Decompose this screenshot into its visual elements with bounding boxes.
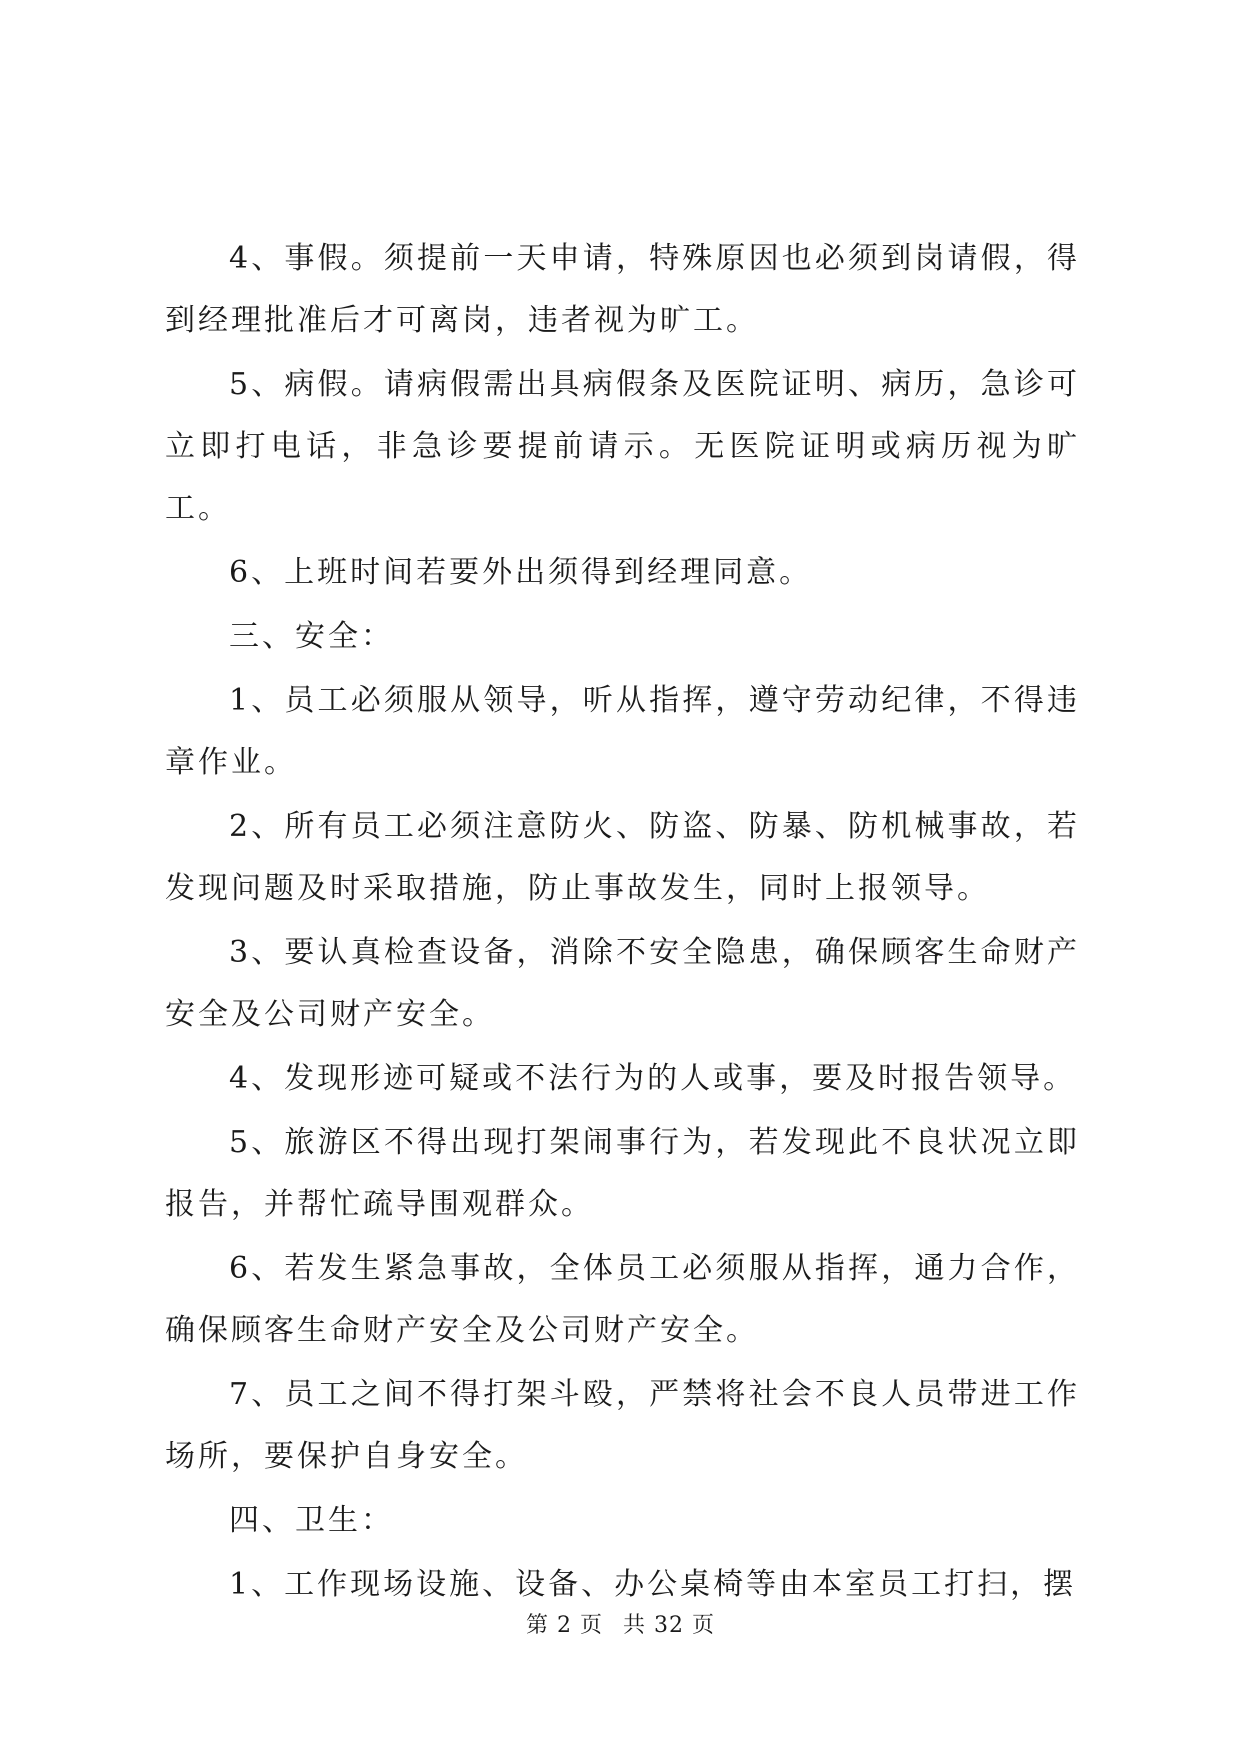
document-body	[165, 228, 1080, 1618]
page-number: 第 2 页	[526, 1613, 603, 1638]
section-heading-safety: 三、安全：	[229, 619, 394, 654]
paragraph-safety-5: 5、旅游区不得出现打架闹事行为，若发现此不良状况立即报告，并帮忙疏导围观群众。	[165, 1125, 1080, 1222]
page-footer	[0, 1608, 1241, 1639]
paragraph-safety-1: 1、员工必须服从领导，听从指挥，遵守劳动纪律，不得违章作业。	[165, 683, 1080, 780]
paragraph-leave-sick: 5、病假。请病假需出具病假条及医院证明、病历，急诊可立即打电话，非急诊要提前请示。无医院证明或病历视为旷工。	[165, 367, 1080, 526]
paragraph-going-out: 6、上班时间若要外出须得到经理同意。	[229, 555, 813, 590]
paragraph-safety-3: 3、要认真检查设备，消除不安全隐患，确保顾客生命财产安全及公司财产安全。	[165, 935, 1080, 1032]
paragraph-safety-2: 2、所有员工必须注意防火、防盗、防暴、防机械事故，若发现问题及时采取措施，防止事故发生，同时上报领导。	[165, 809, 1080, 906]
section-heading-hygiene: 四、卫生：	[229, 1503, 394, 1538]
paragraph-safety-7: 7、员工之间不得打架斗殴，严禁将社会不良人员带进工作场所，要保护自身安全。	[165, 1377, 1080, 1474]
paragraph-safety-4: 4、发现形迹可疑或不法行为的人或事，要及时报告领导。	[229, 1061, 1077, 1096]
paragraph-safety-6: 6、若发生紧急事故，全体员工必须服从指挥，通力合作，确保顾客生命财产安全及公司财产安全。	[165, 1251, 1080, 1348]
page-total: 共 32 页	[623, 1613, 715, 1638]
paragraph-leave-personal: 4、事假。须提前一天申请，特殊原因也必须到岗请假，得到经理批准后才可离岗，违者视为旷工。	[165, 241, 1080, 338]
paragraph-hygiene-1: 1、工作现场设施、设备、办公桌椅等由本室员工打扫，摆	[229, 1567, 1077, 1602]
